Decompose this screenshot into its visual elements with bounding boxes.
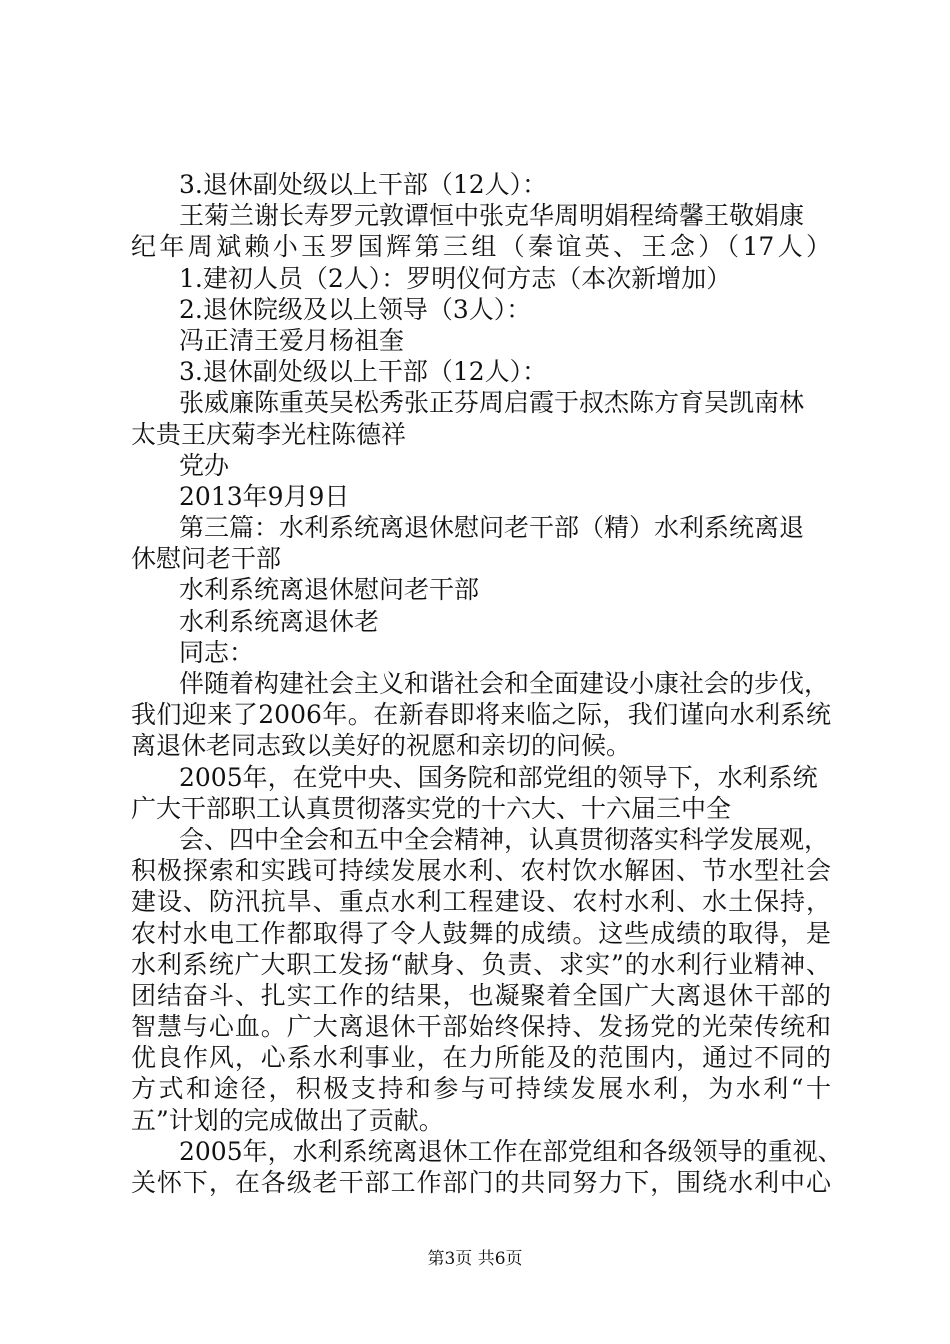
text-line: 2005年，水利系统离退休工作在部党组和各级领导的重视、 (179, 1136, 843, 1166)
text-line: 冯正清王爱月杨祖奎 (179, 325, 405, 355)
text-line: 水利系统广大职工发扬“献身、负责、求实”的水利行业精神、 (131, 949, 831, 979)
section-heading-cont: 休慰问老干部 (131, 544, 282, 574)
text-line: 水利系统离退休慰问老干部 (179, 575, 480, 605)
text-line: 农村水电工作都取得了令人鼓舞的成绩。这些成绩的取得，是 (131, 918, 831, 948)
text-line: 团结奋斗、扎实工作的结果，也凝聚着全国广大离退休干部的 (131, 980, 831, 1010)
document-body (131, 169, 843, 1198)
date-line: 2013年9月9日 (179, 481, 350, 511)
text-line: 1.建初人员（2人）：罗明仪何方志（本次新增加） (179, 263, 732, 293)
text-line: 3.退休副处级以上干部（12人）： (179, 357, 548, 387)
text-line: 建设、防汛抗旱、重点水利工程建设、农村水利、水土保持， (131, 887, 831, 917)
text-line: 积极探索和实践可持续发展水利、农村饮水解困、节水型社会 (131, 856, 831, 886)
text-line: 纪年周斌赖小玉罗国辉第三组（秦谊英、王念）（17人） (131, 232, 831, 262)
text-line: 张威廉陈重英吴松秀张正芬周启霞于叔杰陈方育吴凯南林 (179, 388, 805, 418)
text-line: 伴随着构建社会主义和谐社会和全面建设小康社会的步伐， (179, 669, 830, 698)
text-line: 广大干部职工认真贯彻落实党的十六大、十六届三中全 (131, 793, 732, 823)
text-line: 党办 (179, 450, 230, 480)
text-line: 太贵王庆菊李光柱陈德祥 (131, 419, 407, 449)
text-line: 水利系统离退休老 (179, 606, 380, 636)
text-line: 优良作风，心系水利事业，在力所能及的范围内，通过不同的 (131, 1043, 831, 1073)
text-line: 五”计划的完成做出了贡献。 (131, 1105, 444, 1135)
text-line: 王菊兰谢长寿罗元敦谭恒中张克华周明娟程绮馨王敬娟康 (179, 201, 805, 231)
text-line: 会、四中全会和五中全会精神，认真贯彻落实科学发展观， (179, 824, 830, 854)
text-line: 方式和途径，积极支持和参与可持续发展水利，为水利“十 (131, 1074, 831, 1104)
text-line: 我们迎来了2006年。在新春即将来临之际，我们谨向水利系统 (131, 700, 831, 730)
text-line: 智慧与心血。广大离退休干部始终保持、发扬党的光荣传统和 (131, 1012, 831, 1042)
text-line: 3.退休副处级以上干部（12人）： (179, 170, 548, 199)
section-heading: 第三篇：水利系统离退休慰问老干部（精）水利系统离退 (179, 513, 805, 543)
text-line: 2.退休院级及以上领导（3人）： (179, 294, 532, 324)
text-line: 关怀下，在各级老干部工作部门的共同努力下，围绕水利中心 (131, 1168, 831, 1197)
page-number-footer: 第3页 共6页 (427, 1249, 523, 1269)
text-line: 离退休老同志致以美好的祝愿和亲切的问候。 (131, 731, 632, 761)
text-line: 2005年，在党中央、国务院和部党组的领导下，水利系统 (179, 762, 818, 792)
salutation: 同志： (179, 637, 255, 667)
